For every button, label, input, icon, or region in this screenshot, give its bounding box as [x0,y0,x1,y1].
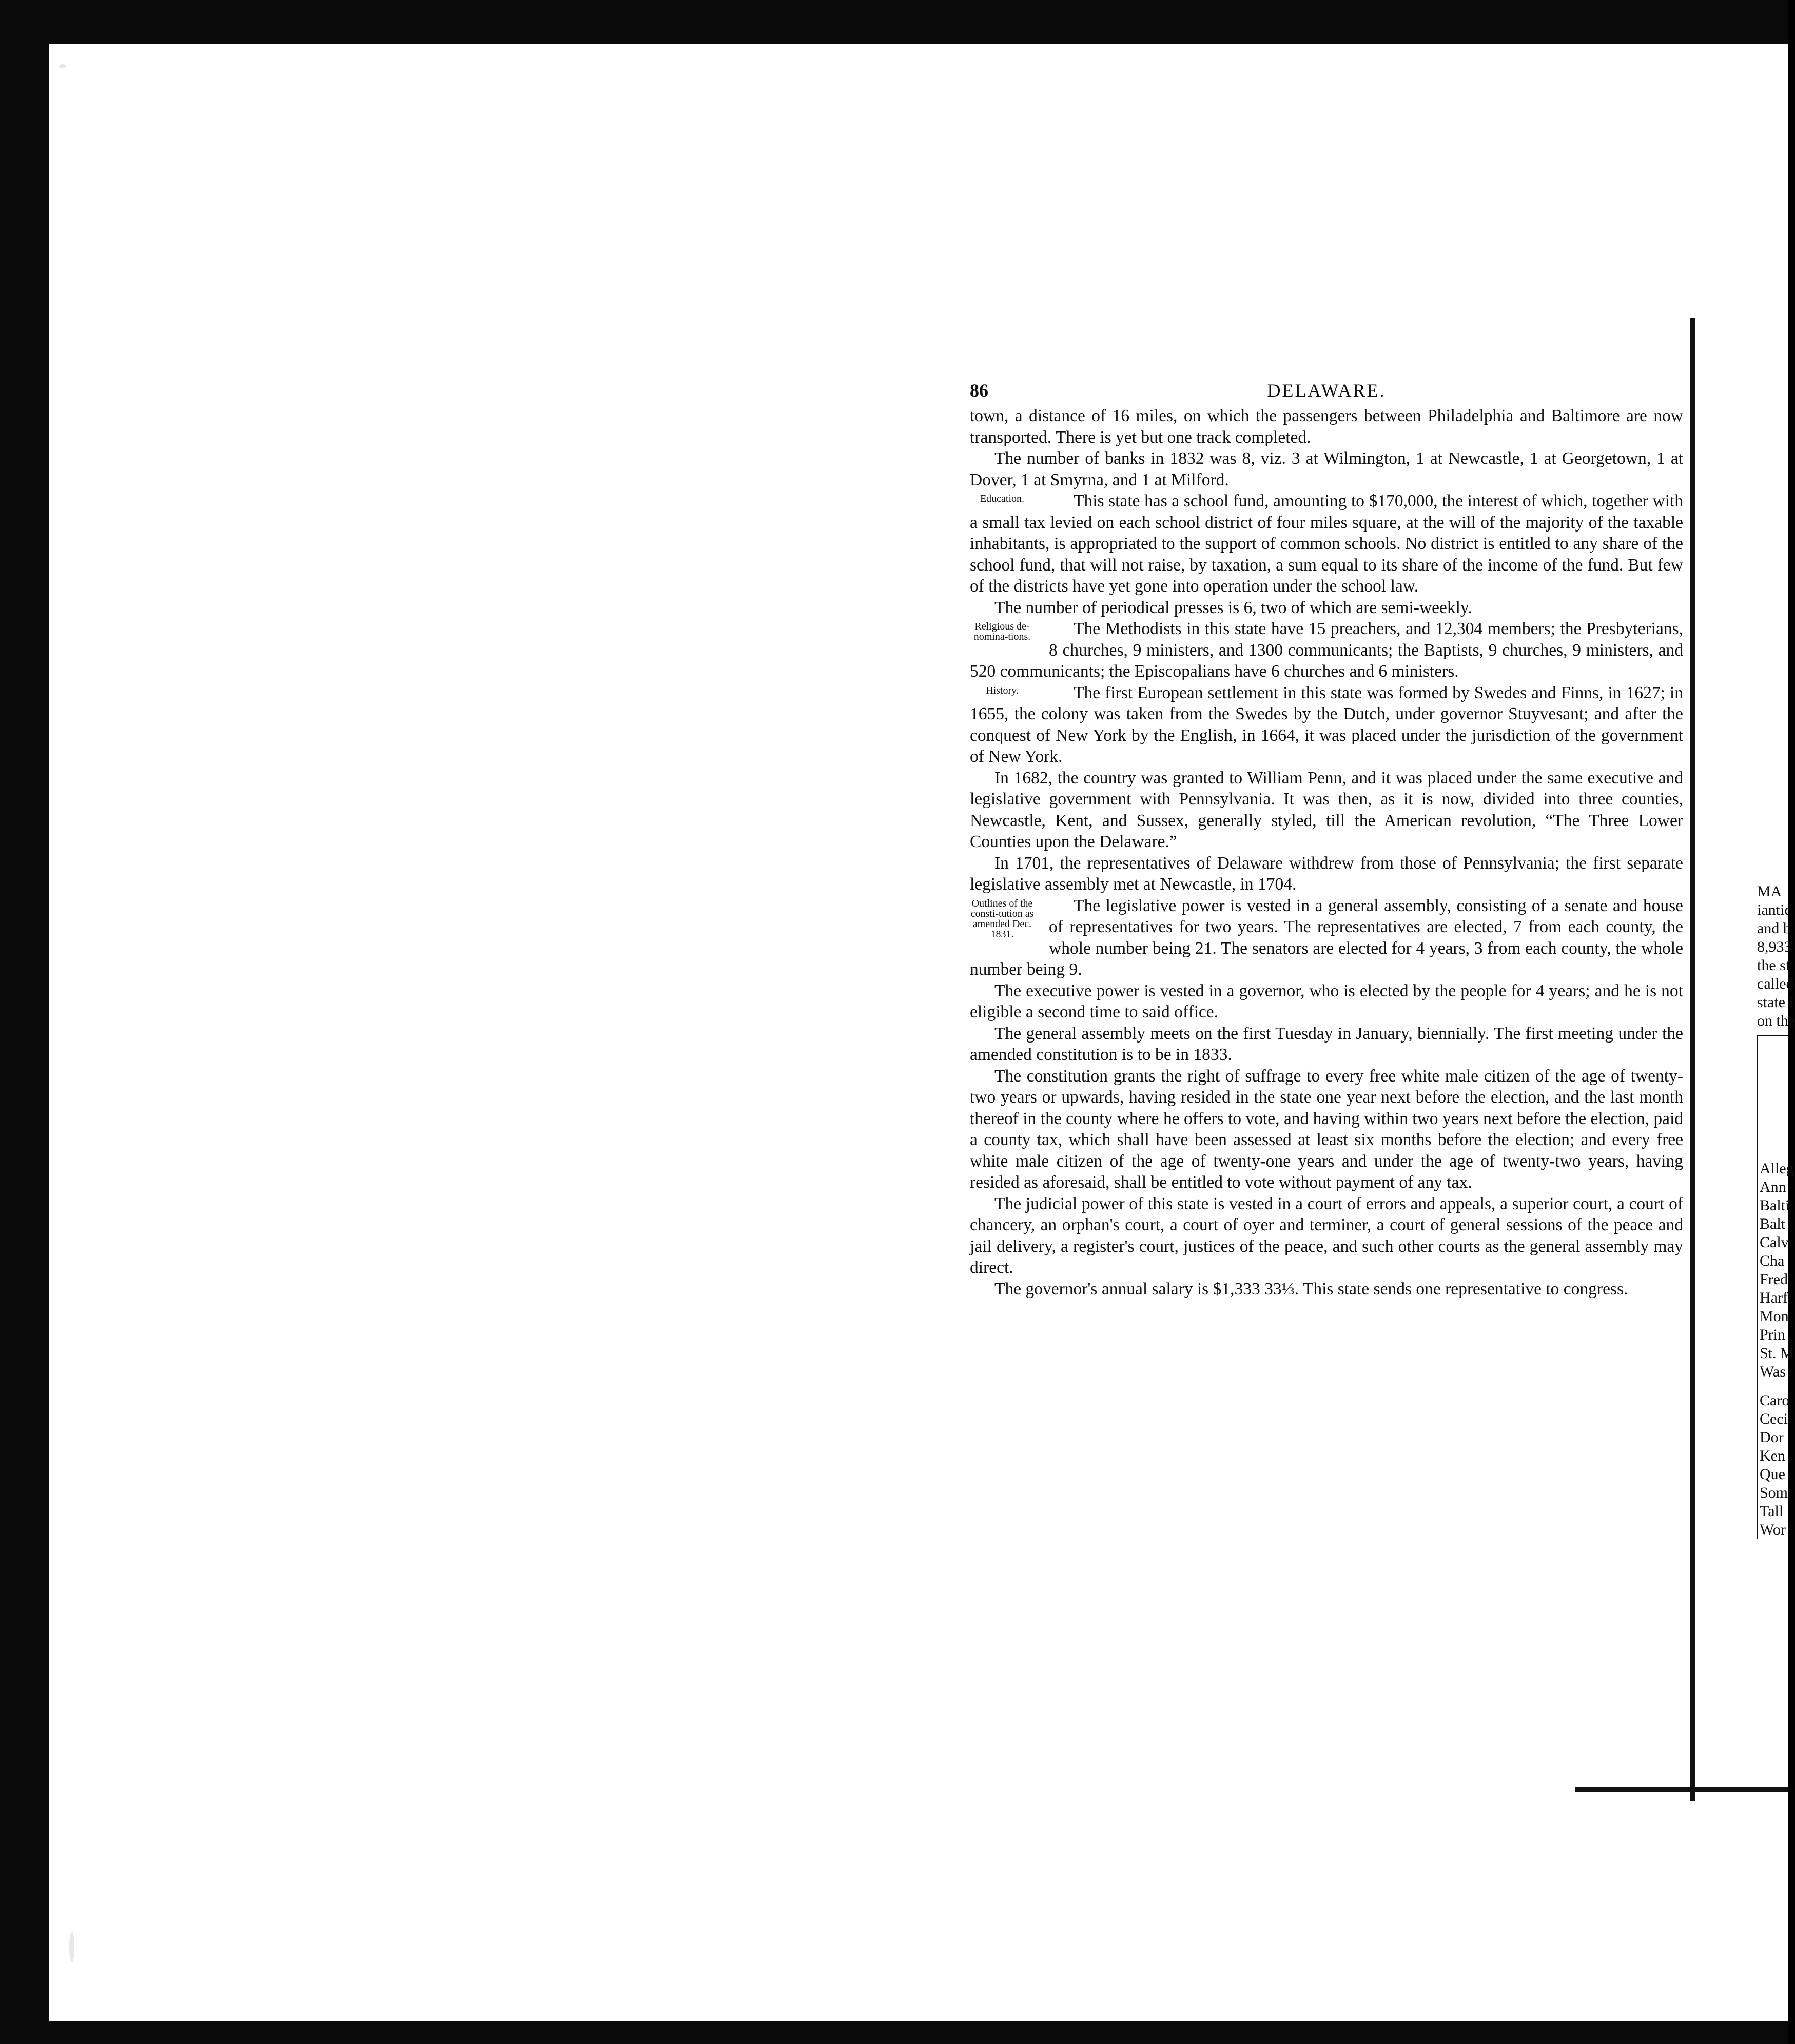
paragraph: The Methodists in this state have 15 preachers, and 12,304 members; the Presbyterians, 8 churches, 9 ministers, and 1300 communicants; the Baptists, 9 churches, 9 ministers, and 520 communicants; the Episcopalians have 6 churches and 6 ministers. [970,619,1683,681]
sidenote: Religious de-nomina-tions. [973,621,1031,642]
sidenote: Education. [980,493,1025,504]
county-cell: Was [1760,1363,1786,1380]
paragraph: The legislative power is vested in a general assembly, consisting of a senate and house of representatives for two years. The representatives are elected, 7 from each county, the whole number being 21. The senators are elected for 4 years, 3 from each county, the whole number being 9. [970,896,1683,979]
county-cell: Caro [1760,1392,1790,1409]
county-cell: Alleg [1760,1160,1794,1177]
paragraph: The general assembly meets on the first Tuesday in January, biennially. The first meeting under the amended constitution is to be in 1833. [970,1024,1683,1064]
page-body [970,405,1683,1300]
county-cell: Ceci [1760,1410,1788,1427]
page-number: 86 [970,380,988,401]
fragment-line: MA [1757,883,1782,900]
fragment-line: state i [1757,994,1793,1011]
county-table-fragment [1757,1035,1794,1539]
county-cell: Tall [1760,1503,1784,1520]
paragraph: The constitution grants the right of suffrage to every free white male citizen of the age of twenty-two years or upwards, having resided in the state one year next before the election, and the last month thereof in the county where he offers to vote, and having within two years next before the election, paid a county tax, which shall have been assessed at least six months before the election; and every free white male citizen of the age of twenty-one years and under the age of twenty-two years, having resided as aforesaid, shall be entitled to vote without payment of any tax. [970,1066,1683,1192]
paragraph: The executive power is vested in a governor, who is elected by the people for 4 years; and he is not eligible a second time to said office. [970,981,1683,1021]
section-history [970,682,1683,768]
county-cell: Wor [1760,1521,1786,1538]
county-cell: Som [1760,1484,1788,1501]
scan-border-left [0,0,49,2044]
paragraph: The judicial power of this state is vested in a court of errors and appeals, a superior court, a court of chancery, an orphan's court, a court of oyer and terminer, a court of general sessions of the peace and jail delivery, a register's court, justices of the peace, and such other courts as the general assembly may direct. [970,1194,1683,1277]
county-cell: Calv [1760,1234,1789,1251]
paragraph: In 1701, the representatives of Delaware withdrew from those of Pennsylvania; the first separate legislative assembly met at Newcastle, in 1704. [970,853,1683,894]
fragment-line: on the [1757,1012,1795,1029]
county-cell: Mon [1760,1308,1789,1325]
county-cell: Balt [1760,1215,1785,1232]
county-cell: Prin [1760,1326,1786,1343]
dust-speck [59,64,66,68]
paragraph: The governor's annual salary is $1,333 33⅓. This state sends one representative to congress. [994,1279,1628,1299]
county-cell: Ken [1760,1447,1785,1464]
gutter-rule [1690,318,1695,1801]
scan-border-top [0,0,1788,44]
paragraph: The first European settlement in this state was formed by Swedes and Finns, in 1627; in 1655, the colony was taken from the Swedes by the Dutch, under governor Stuyvesant; and after the conquest of New York by the English, in 1664, it was placed under the jurisdiction of the government of New York. [970,683,1683,766]
county-cell: Ann [1760,1178,1786,1195]
section-education [970,490,1683,597]
running-head [970,380,1683,405]
paragraph: This state has a school fund, amounting to $170,000, the interest of which, together with a small tax levied on each school district of four miles square, at the will of the majority of the taxable inhabitants, is appropriated to the support of common schools. No district is entitled to any share of the school fund, that will not raise, by taxation, a sum equal to its share of the income of the fund. But few of the districts have yet gone into operation under the school law. [970,492,1683,596]
fragment-line: and b [1757,920,1791,937]
county-cell: Fred [1760,1271,1788,1288]
county-cell: Cha [1760,1252,1785,1269]
paragraph: The number of banks in 1832 was 8, viz. 3 at Wilmington, 1 at Newcastle, 1 at Georgetown, 1 at Dover, 1 at Smyrna, and 1 at Milford. [970,449,1683,489]
paragraph: The number of periodical presses is 6, two of which are semi-weekly. [994,598,1472,617]
next-page-fragment [1757,882,1795,1549]
county-group [1760,1391,1788,1539]
section-religion [970,618,1683,682]
scan-border-bottom [0,2021,1788,2044]
county-cell: Balti [1760,1197,1790,1214]
fragment-line: iantic [1757,901,1791,918]
paragraph: In 1682, the country was granted to William Penn, and it was placed under the same executive and legislative government with Pennsylvania. It was then, as it is now, divided into three counties, Newcastle, Kent, and Sussex, generally styled, till the American revolution, “The Three Lower Counties upon the Delaware.” [970,768,1683,851]
fragment-line: called [1757,975,1794,992]
county-group [1760,1159,1794,1381]
county-cell: St. M [1760,1345,1794,1362]
county-cell: Dor [1760,1429,1784,1446]
bottom-rule [1575,1787,1788,1792]
dust-speck [69,1932,74,1962]
county-cell: Que [1760,1466,1785,1483]
fragment-line: the st [1757,957,1790,974]
next-page-lines [1757,882,1795,1030]
sidenote: History. [986,684,1019,696]
page-title: DELAWARE. [1267,380,1386,401]
paragraph: town, a distance of 16 miles, on which the passengers between Philadelphia and Baltimore are now transported. There is yet but one track completed. [970,406,1683,447]
fragment-line: 8,933 [1757,938,1792,955]
sidenote: Outlines of the consti-tution as amended Dec. 1831. [970,897,1034,940]
book-page [970,380,1683,1300]
county-cell: Harf [1760,1289,1788,1306]
section-constitution [970,895,1683,980]
